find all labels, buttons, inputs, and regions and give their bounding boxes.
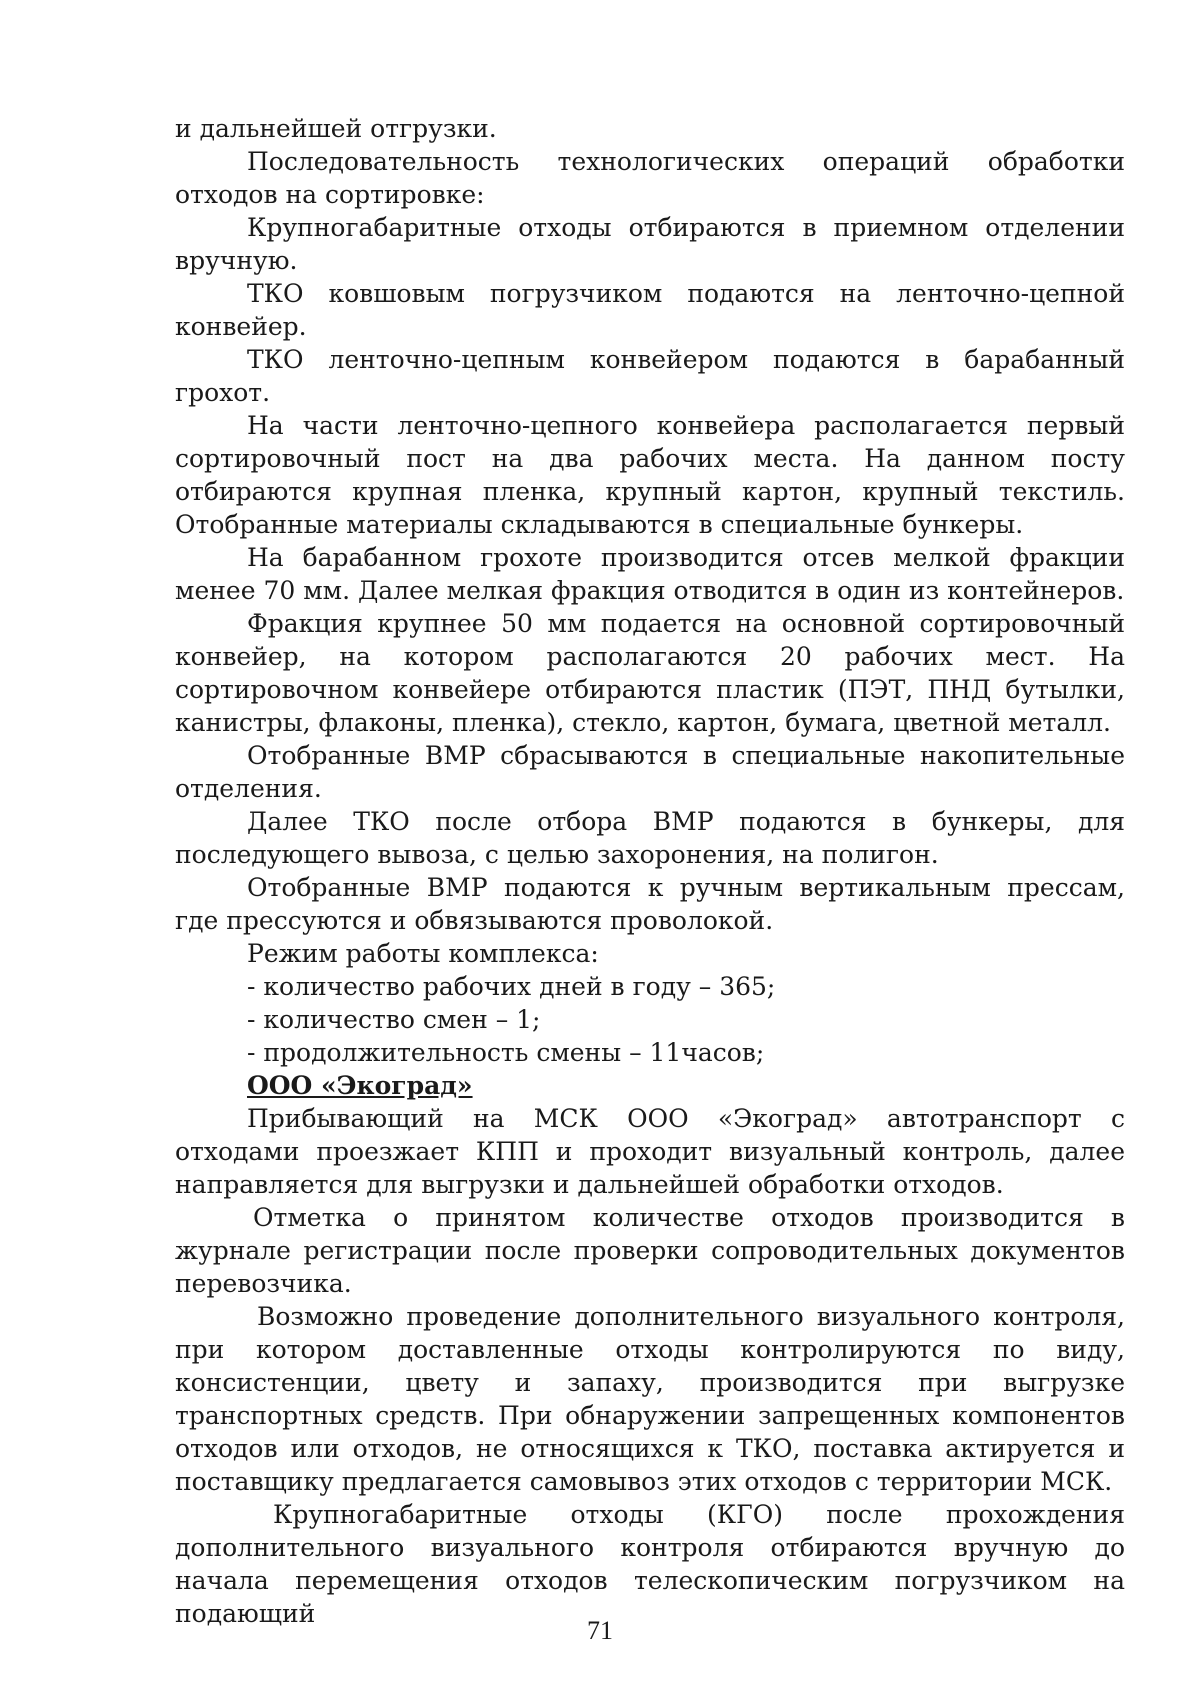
paragraph: Возможно проведение дополнительного визуального контроля, при котором доставленные отходы контролируются по виду, консистенции, цвету и запаху, производится при выгрузке транспортных средств. При обнаружении запрещенных компонентов отходов или отходов, не относящихся к ТКО, поставка актируется и поставщику предлагается самовывоз этих отходов с территории МСК. [175, 1302, 1125, 1496]
paragraph: На барабанном грохоте производится отсев мелкой фракции менее 70 мм. Далее мелкая фракция отводится в один из контейнеров. [175, 543, 1125, 605]
paragraph: ТКО ковшовым погрузчиком подаются на ленточно-цепной конвейер. [175, 279, 1125, 341]
paragraph: Отметка о принятом количестве отходов производится в журнале регистрации после проверки сопроводительных документов перевозчика. [175, 1203, 1125, 1298]
page-number: 71 [587, 1616, 613, 1645]
paragraph: ТКО ленточно-цепным конвейером подаются в барабанный грохот. [175, 345, 1125, 407]
paragraph: Крупногабаритные отходы (КГО) после прохождения дополнительного визуального контроля отбираются вручную до начала перемещения отходов телескопическим погрузчиком на подающий [175, 1500, 1125, 1628]
paragraph: На части ленточно-цепного конвейера располагается первый сортировочный пост на два рабочих места. На данном посту отбираются крупная пленка, крупный картон, крупный текстиль. Отобранные материалы складываются в специальные бункеры. [175, 411, 1125, 539]
paragraph: Отобранные ВМР сбрасываются в специальные накопительные отделения. [175, 741, 1125, 803]
document-body [175, 112, 1125, 1630]
paragraph: Прибывающий на МСК ООО «Экоград» автотранспорт с отходами проезжает КПП и проходит визуальный контроль, далее направляется для выгрузки и дальнейшей обработки отходов. [175, 1104, 1125, 1199]
list-item: - количество рабочих дней в году – 365; [247, 972, 776, 1001]
paragraph: и дальнейшей отгрузки. [175, 114, 497, 143]
list-intro: Режим работы комплекса: [247, 939, 599, 968]
list-item: - количество смен – 1; [247, 1005, 541, 1034]
paragraph: Последовательность технологических операций обработки отходов на сортировке: [175, 147, 1125, 209]
paragraph: Далее ТКО после отбора ВМР подаются в бункеры, для последующего вывоза, с целью захоронения, на полигон. [175, 807, 1125, 869]
paragraph: Отобранные ВМР подаются к ручным вертикальным прессам, где прессуются и обвязываются проволокой. [175, 873, 1125, 935]
section-heading: ООО «Экоград» [247, 1071, 473, 1100]
paragraph: Фракция крупнее 50 мм подается на основной сортировочный конвейер, на котором располагаются 20 рабочих мест. На сортировочном конвейере отбираются пластик (ПЭТ, ПНД бутылки, канистры, флаконы, пленка), стекло, картон, бумага, цветной металл. [175, 609, 1125, 737]
paragraph: Крупногабаритные отходы отбираются в приемном отделении вручную. [175, 213, 1125, 275]
list-item: - продолжительность смены – 11часов; [247, 1038, 765, 1067]
